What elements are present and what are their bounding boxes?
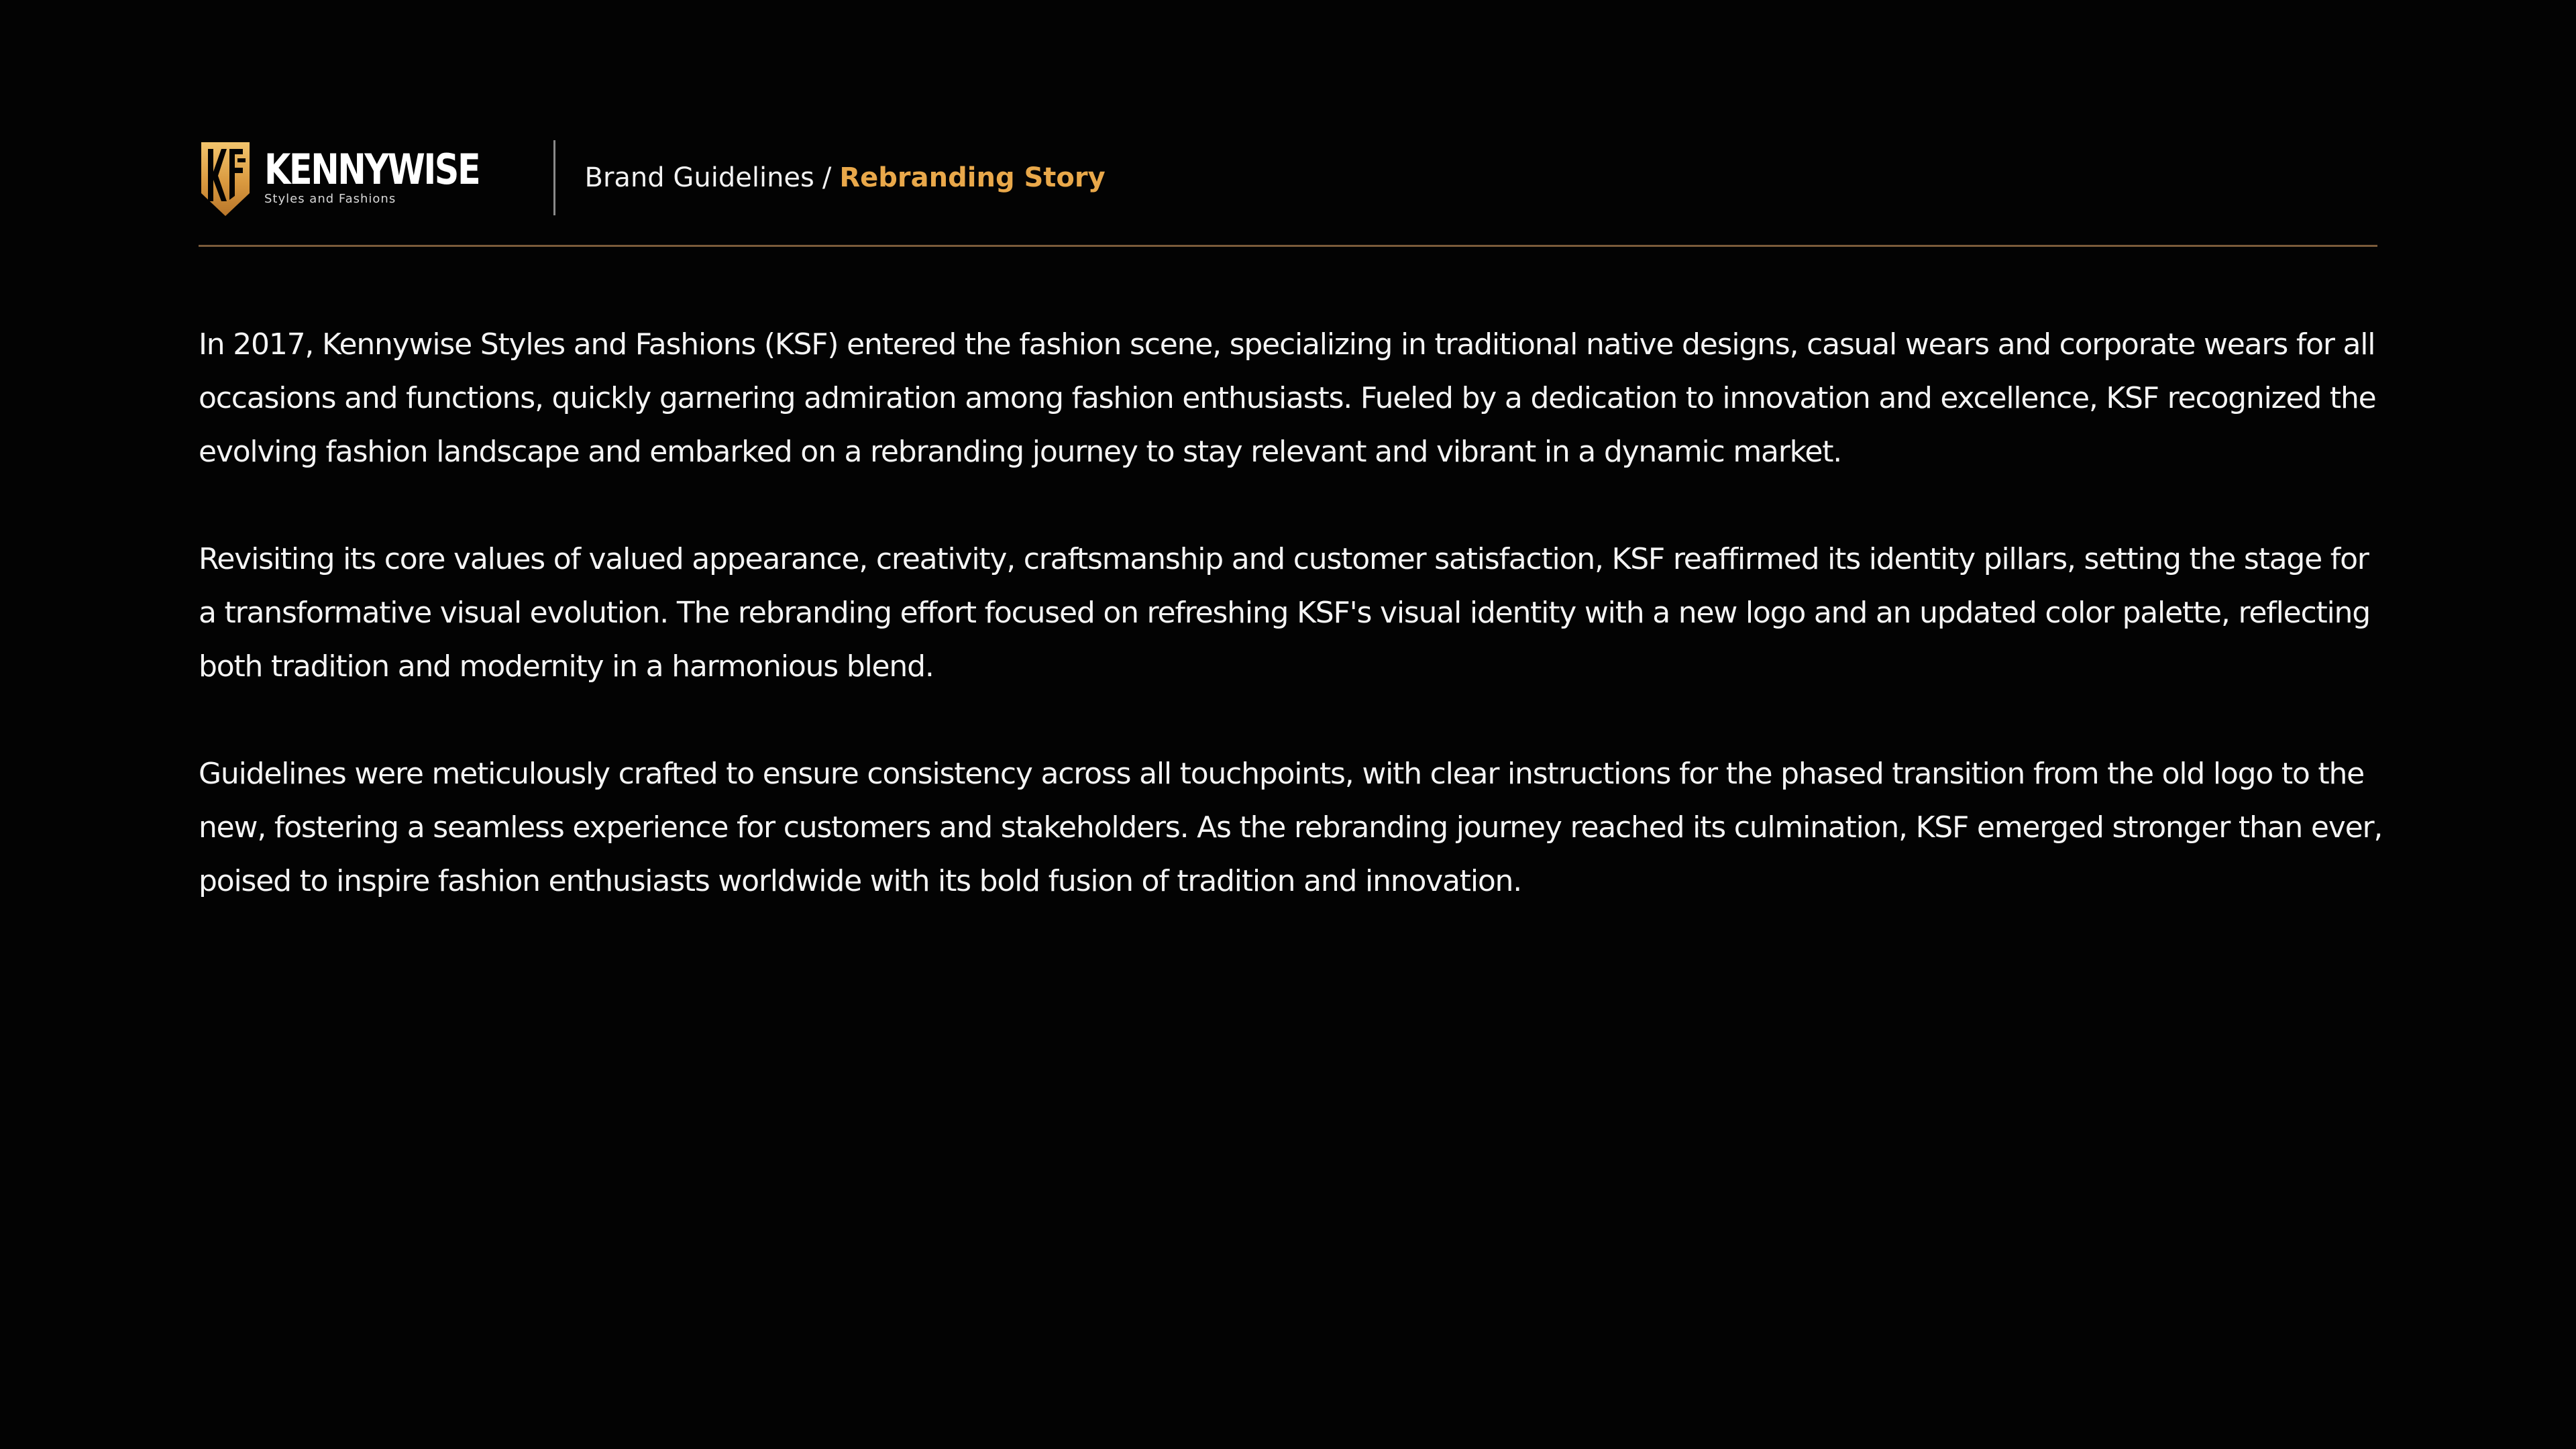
brand-tagline: Styles and Fashions xyxy=(264,192,396,206)
brand-text xyxy=(264,145,527,207)
brand-wordmark: KENNYWISE xyxy=(264,145,480,194)
story-paragraph-1: In 2017, Kennywise Styles and Fashions (KSF) entered the fashion scene, specializing in traditional native designs, casual wears and corporate wears for all occasions and functions, quickly garnering admiration among fashion enthusiasts. Fueled by a dedication to innovation and excellence, KSF recognized the evolving fashion landscape and embarked on a rebranding journey to stay relevant and vibrant in a dynamic market. xyxy=(199,327,2376,469)
story-content xyxy=(199,318,2385,962)
ksf-monogram-icon xyxy=(199,138,252,217)
story-paragraph-2: Revisiting its core values of valued appearance, creativity, craftsmanship and customer satisfaction, KSF reaffirmed its identity pillars, setting the stage for a transformative visual evolution. The rebranding effort focused on refreshing KSF's visual identity with a new logo and an updated color palette, reflecting both tradition and modernity in a harmonious blend. xyxy=(199,542,2370,684)
header-divider xyxy=(553,140,555,215)
story-paragraph-3: Guidelines were meticulously crafted to ensure consistency across all touchpoints, with clear instructions for the phased transition from the old logo to the new, fostering a seamless experience for customers and stakeholders. As the rebranding journey reached its culmination, KSF emerged stronger than ever, poised to inspire fashion enthusiasts worldwide with its bold fusion of tradition and innovation. xyxy=(199,757,2383,898)
brand-logo xyxy=(199,138,527,217)
breadcrumb-parent[interactable]: Brand Guidelines xyxy=(584,162,814,193)
breadcrumb-current: Rebranding Story xyxy=(839,162,1106,193)
page-header xyxy=(199,138,2377,217)
breadcrumb-separator: / xyxy=(822,162,832,193)
header-rule xyxy=(199,245,2377,247)
breadcrumb xyxy=(585,161,1106,195)
